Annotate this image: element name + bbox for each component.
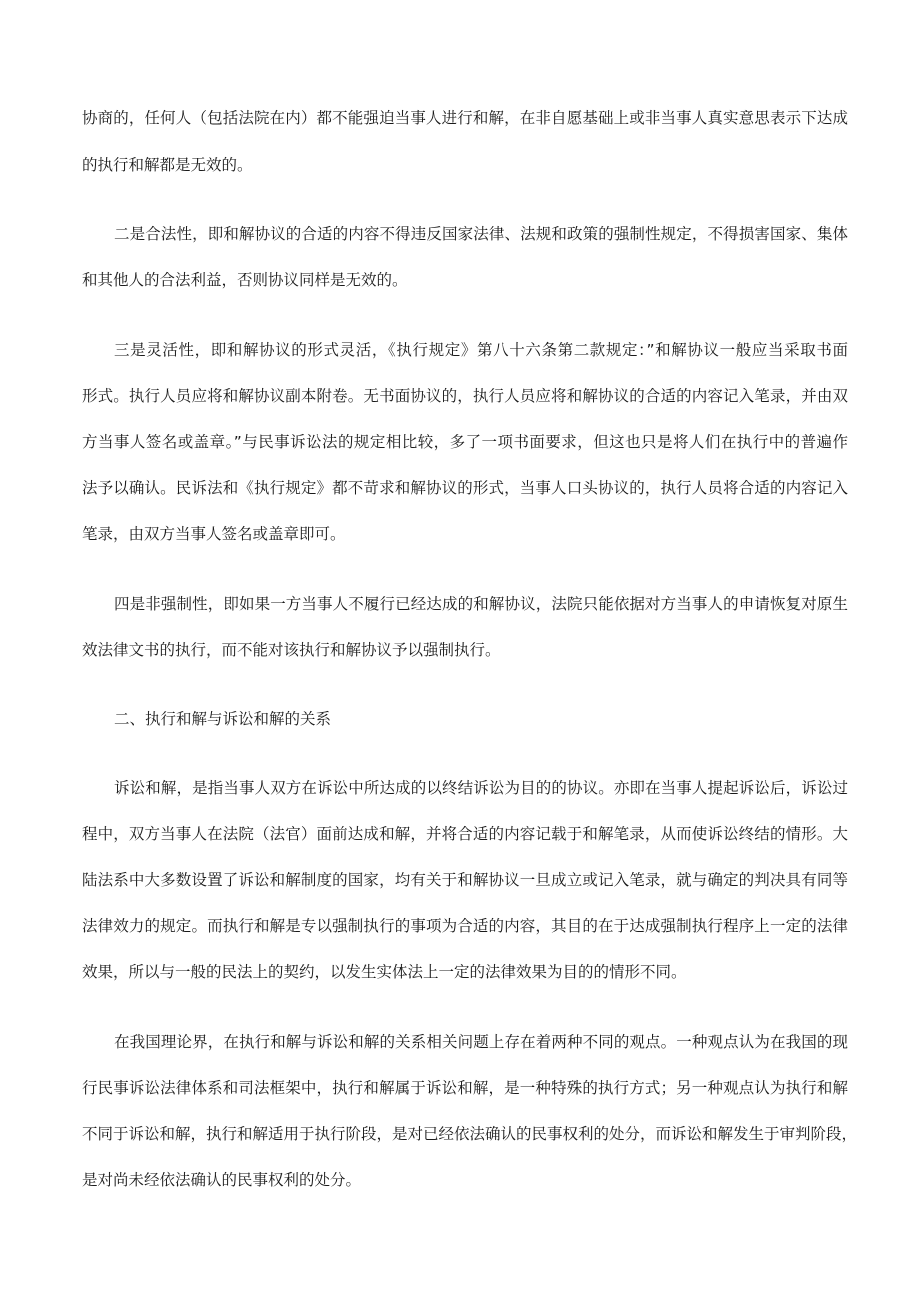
- paragraph-line: 四是非强制性，即如果一方当事人不履行已经达成的和解协议，法院只能依据对方当事人的申请恢复对原生: [114, 595, 848, 613]
- paragraph-line: 法予以确认。民诉法和《执行规定》都不苛求和解协议的形式，当事人口头协议的，执行人员将合适的内容记入: [82, 479, 848, 497]
- paragraph-line: 的执行和解都是无效的。: [82, 156, 253, 174]
- paragraph-line: 是对尚未经依法确认的民事权利的处分。: [82, 1171, 362, 1189]
- section-heading: 二、执行和解与诉讼和解的关系: [114, 710, 332, 728]
- paragraph-line: 方当事人签名或盖章。”与民事诉讼法的规定相比较，多了一项书面要求，但这也只是将人们在执行中的普遍作: [82, 433, 848, 451]
- paragraph-line: 不同于诉讼和解，执行和解适用于执行阶段，是对已经依法确认的民事权利的处分，而诉讼和解发生于审判阶段，: [82, 1125, 858, 1143]
- paragraph-line: 三是灵活性，即和解协议的形式灵活，《执行规定》第八十六条第二款规定：”和解协议一般应当采取书面: [114, 341, 848, 359]
- paragraph-line: 在我国理论界，在执行和解与诉讼和解的关系相关问题上存在着两种不同的观点。一种观点认为在我国的现: [114, 1033, 848, 1051]
- paragraph-line: 行民事诉讼法律体系和司法框架中，执行和解属于诉讼和解，是一种特殊的执行方式；另一种观点认为执行和解: [82, 1079, 848, 1097]
- paragraph-line: 效果，所以与一般的民法上的契约，以发生实体法上一定的法律效果为目的的情形不同。: [82, 963, 687, 981]
- paragraph-line: 笔录，由双方当事人签名或盖章即可。: [82, 525, 346, 543]
- paragraph-line: 程中，双方当事人在法院（法官）面前达成和解，并将合适的内容记载于和解笔录，从而使诉讼终结的情形。大: [82, 825, 848, 843]
- paragraph-line: 和其他人的合法利益，否则协议同样是无效的。: [82, 271, 408, 289]
- paragraph-line: 陆法系中大多数设置了诉讼和解制度的国家，均有关于和解协议一旦成立或记入笔录，就与确定的判决具有同等: [82, 871, 848, 889]
- paragraph-line: 法律效力的规定。而执行和解是专以强制执行的事项为合适的内容，其目的在于达成强制执行程序上一定的法律: [82, 917, 848, 935]
- paragraph-line: 二是合法性，即和解协议的合适的内容不得违反国家法律、法规和政策的强制性规定，不得损害国家、集体: [114, 225, 848, 243]
- paragraph-line: 效法律文书的执行，而不能对该执行和解协议予以强制执行。: [82, 641, 501, 659]
- paragraph-line: 协商的，任何人（包括法院在内）都不能强迫当事人进行和解，在非自愿基础上或非当事人真实意思表示下达成: [82, 109, 848, 127]
- paragraph-line: 形式。执行人员应将和解协议副本附卷。无书面协议的，执行人员应将和解协议的合适的内容记入笔录，并由双: [82, 387, 848, 405]
- paragraph-line: 诉讼和解，是指当事人双方在诉讼中所达成的以终结诉讼为目的的协议。亦即在当事人提起诉讼后，诉讼过: [114, 779, 848, 797]
